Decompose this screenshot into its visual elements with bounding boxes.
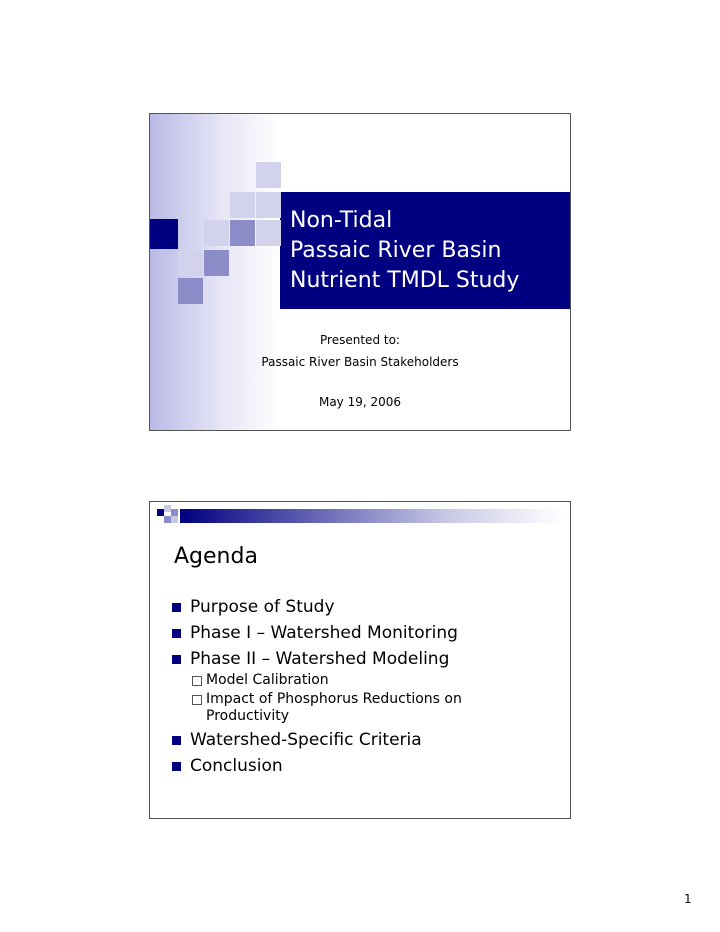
list-item: Conclusion — [172, 753, 506, 779]
decor-square — [256, 192, 281, 218]
list-item: Watershed-Specific Criteria — [172, 727, 506, 753]
square-bullet-icon — [172, 655, 181, 664]
presented-to-label: Presented to: — [320, 333, 400, 347]
square-bullet-icon — [172, 762, 181, 771]
list-item: Phase II – Watershed Modeling — [172, 646, 506, 672]
square-bullet-icon — [172, 603, 181, 612]
decor-square — [164, 505, 171, 512]
decor-square — [204, 220, 229, 246]
title-line-1: Non-Tidal — [290, 208, 393, 233]
audience-text: Passaic River Basin Stakeholders — [261, 355, 459, 369]
sub-list-item: Model Calibration — [172, 672, 506, 689]
page-number: 1 — [684, 892, 692, 906]
decor-square — [230, 220, 255, 246]
title-slide — [149, 113, 571, 431]
decor-square — [256, 162, 281, 188]
decor-square — [171, 509, 178, 516]
header-gradient-bar — [180, 509, 562, 523]
decor-square — [171, 516, 178, 523]
title-band-left-accent — [150, 219, 178, 249]
square-bullet-icon — [172, 736, 181, 745]
decor-square — [178, 278, 203, 304]
square-bullet-icon — [172, 629, 181, 638]
list-item: Phase I – Watershed Monitoring — [172, 620, 506, 646]
decor-square — [204, 250, 229, 276]
title-line-3: Nutrient TMDL Study — [290, 268, 520, 293]
agenda-list — [172, 594, 506, 779]
agenda-slide — [149, 501, 571, 819]
decor-square — [157, 509, 164, 516]
hollow-square-bullet-icon — [192, 695, 202, 705]
list-item: Purpose of Study — [172, 594, 506, 620]
decor-square — [164, 516, 171, 523]
agenda-heading: Agenda — [174, 544, 258, 569]
decor-square — [230, 192, 255, 218]
presentation-date: May 19, 2006 — [318, 395, 402, 409]
slide-title — [290, 206, 519, 296]
title-line-2: Passaic River Basin — [290, 238, 502, 263]
decor-square — [178, 250, 203, 276]
sub-list-item: Impact of Phosphorus Reductions on Productivity — [172, 691, 506, 725]
hollow-square-bullet-icon — [192, 676, 202, 686]
decor-square — [256, 220, 281, 246]
